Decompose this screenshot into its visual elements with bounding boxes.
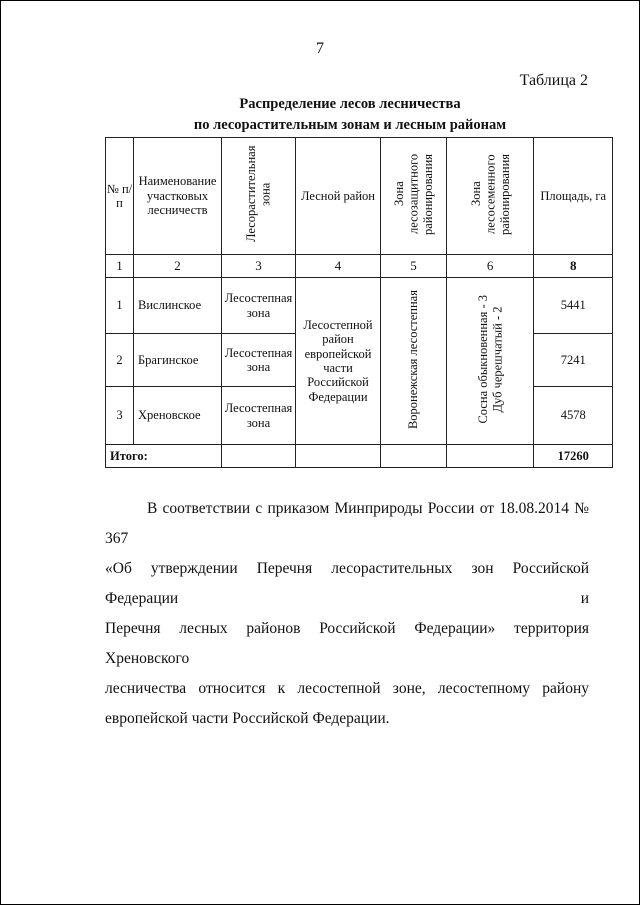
header-protect — [381, 138, 447, 255]
total-row — [106, 445, 613, 468]
row-num: 3 — [106, 387, 134, 445]
table-title-line-2: по лесорастительным зонам и лесным районам — [193, 117, 507, 133]
column-number-row — [106, 255, 613, 278]
row-name: Брагинское — [134, 334, 222, 387]
merged-region: Лесостепной район европейской части Российской Федерации — [296, 278, 381, 445]
row-name: Хреновское — [134, 387, 222, 445]
row-zone: Лесостепная зона — [222, 278, 296, 334]
forest-distribution-table — [105, 137, 613, 468]
header-seed — [447, 138, 534, 255]
header-num: № п/п — [106, 138, 134, 255]
paragraph-line-3: Перечня лесных районов Российской Федерации» территория Хреновского — [105, 620, 589, 667]
page-number: 7 — [316, 40, 324, 57]
body-paragraph — [105, 494, 589, 734]
header-region: Лесной район — [296, 138, 381, 255]
paragraph-line-2: «Об утверждении Перечня лесорастительных зон Российской Федерации и — [105, 560, 589, 607]
row-area: 5441 — [534, 278, 613, 334]
merged-seed-line-2: Дуб черешчатый - 2 — [490, 306, 505, 413]
header-name: Наименование участковых лесничеств — [134, 138, 222, 255]
header-zone-text: Лесорастительная зона — [244, 146, 273, 243]
total-area: 17260 — [534, 445, 613, 468]
row-num: 2 — [106, 334, 134, 387]
merged-seed-text — [476, 295, 505, 424]
col-number-3: 3 — [222, 255, 296, 278]
row-name: Вислинское — [134, 278, 222, 334]
header-protect-text: Зона лесозащитного районирования — [391, 153, 435, 235]
paragraph-line-5: европейской части Российской Федерации. — [105, 710, 390, 727]
merged-protect-text: Воронежская лесостепная — [406, 289, 421, 429]
merged-seed-line-1: Сосна обыкновенная - 3 — [475, 295, 490, 424]
table-label: Таблица 2 — [519, 72, 588, 89]
total-empty-region — [296, 445, 381, 468]
paragraph-line-4: лесничества относится к лесостепной зоне, лесостепному району — [105, 680, 589, 697]
total-empty-protect — [381, 445, 447, 468]
row-zone: Лесостепная зона — [222, 334, 296, 387]
table-header-row — [106, 138, 613, 255]
col-number-8: 8 — [534, 255, 613, 278]
col-number-4: 4 — [296, 255, 381, 278]
col-number-5: 5 — [381, 255, 447, 278]
row-zone: Лесостепная зона — [222, 387, 296, 445]
col-number-2: 2 — [134, 255, 222, 278]
header-seed-text: Зона лесосеменного районирования — [468, 153, 512, 235]
table-title-line-1: Распределение лесов лесничества — [239, 96, 461, 112]
col-number-6: 6 — [447, 255, 534, 278]
header-zone — [222, 138, 296, 255]
total-empty-zone — [222, 445, 296, 468]
col-number-1: 1 — [106, 255, 134, 278]
row-area: 4578 — [534, 387, 613, 445]
row-num: 1 — [106, 278, 134, 334]
merged-protect — [381, 278, 447, 445]
row-area: 7241 — [534, 334, 613, 387]
header-area: Площадь, га — [534, 138, 613, 255]
paragraph-line-1: В соответствии с приказом Минприроды России от 18.08.2014 № 367 — [105, 500, 589, 547]
total-empty-seed — [447, 445, 534, 468]
total-label: Итого: — [106, 445, 222, 468]
table-row — [106, 278, 613, 334]
merged-seed — [447, 278, 534, 445]
